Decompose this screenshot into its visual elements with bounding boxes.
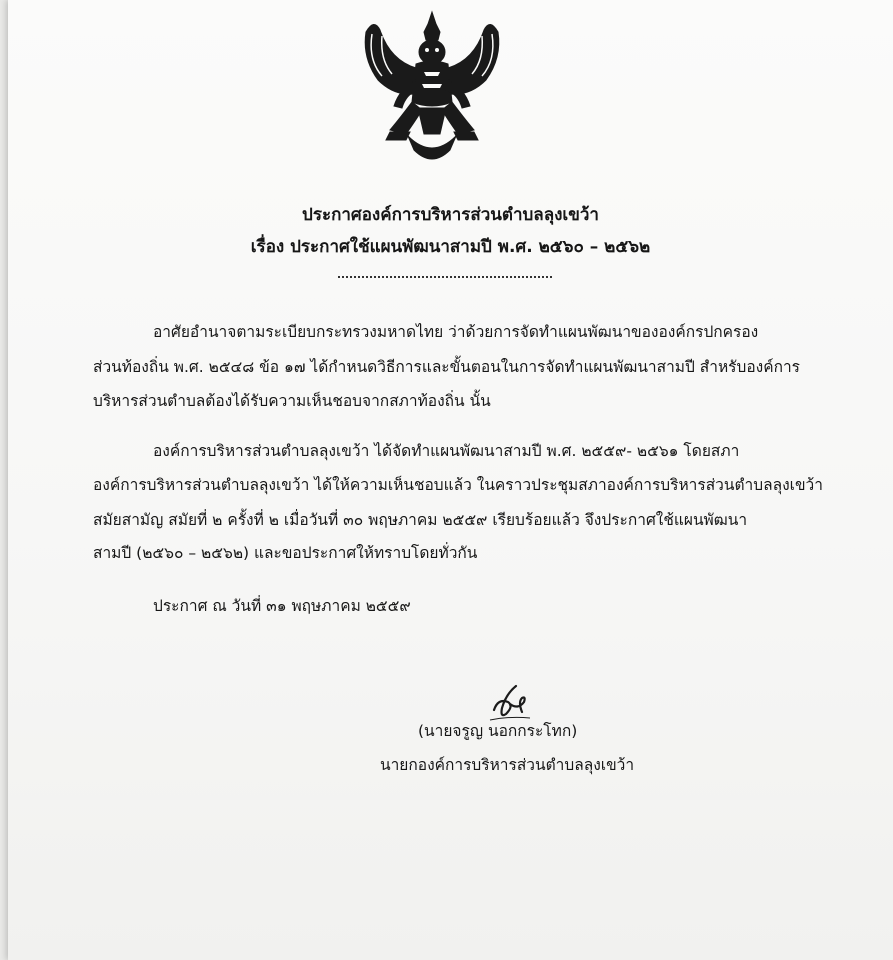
paragraph2-line: องค์การบริหารส่วนตำบลลุงเขว้า ได้จัดทำแผนพัฒนาสามปี พ.ศ. ๒๕๕๙- ๒๕๖๑ โดยสภา — [153, 442, 740, 460]
announce-date: ประกาศ ณ วันที่ ๓๑ พฤษภาคม ๒๕๕๙ — [153, 597, 411, 615]
paragraph2-line: สมัยสามัญ สมัยที่ ๒ ครั้งที่ ๒ เมื่อวันที่ ๓๐ พฤษภาคม ๒๕๕๙ เรียบร้อยแล้ว จึงประกาศใช้แผนพัฒนา — [93, 511, 748, 529]
garuda-emblem-icon — [360, 10, 505, 170]
paragraph2-line: สามปี (๒๕๖๐ – ๒๕๖๒) และขอประกาศให้ทราบโดยทั่วกัน — [93, 544, 478, 562]
document-page — [8, 0, 893, 960]
paragraph1-line: บริหารส่วนตำบลต้องได้รับความเห็นชอบจากสภาท้องถิ่น นั้น — [93, 392, 491, 410]
signer-name: (นายจรูญ นอกกระโทก) — [418, 722, 578, 740]
paragraph1-line: อาศัยอำนาจตามระเบียบกระทรวงมหาดไทย ว่าด้วยการจัดทำแผนพัฒนาขององค์กรปกครอง — [153, 323, 759, 341]
signer-position: นายกองค์การบริหารส่วนตำบลลุงเขว้า — [380, 756, 635, 774]
separator-line — [338, 276, 552, 278]
paragraph1-line: ส่วนท้องถิ่น พ.ศ. ๒๕๔๘ ข้อ ๑๗ ได้กำหนดวิธีการและขั้นตอนในการจัดทำแผนพัฒนาสามปี สำหรับองค์การ — [93, 358, 800, 376]
document-subject: เรื่อง ประกาศใช้แผนพัฒนาสามปี พ.ศ. ๒๕๖๐ – ๒๕๖๒ — [250, 237, 651, 257]
page-title: ประกาศองค์การบริหารส่วนตำบลลุงเขว้า — [302, 205, 599, 225]
paragraph2-line: องค์การบริหารส่วนตำบลลุงเขว้า ได้ให้ความเห็นชอบแล้ว ในคราวประชุมสภาองค์การบริหารส่วนตำบลลุงเขว้า — [93, 476, 823, 494]
